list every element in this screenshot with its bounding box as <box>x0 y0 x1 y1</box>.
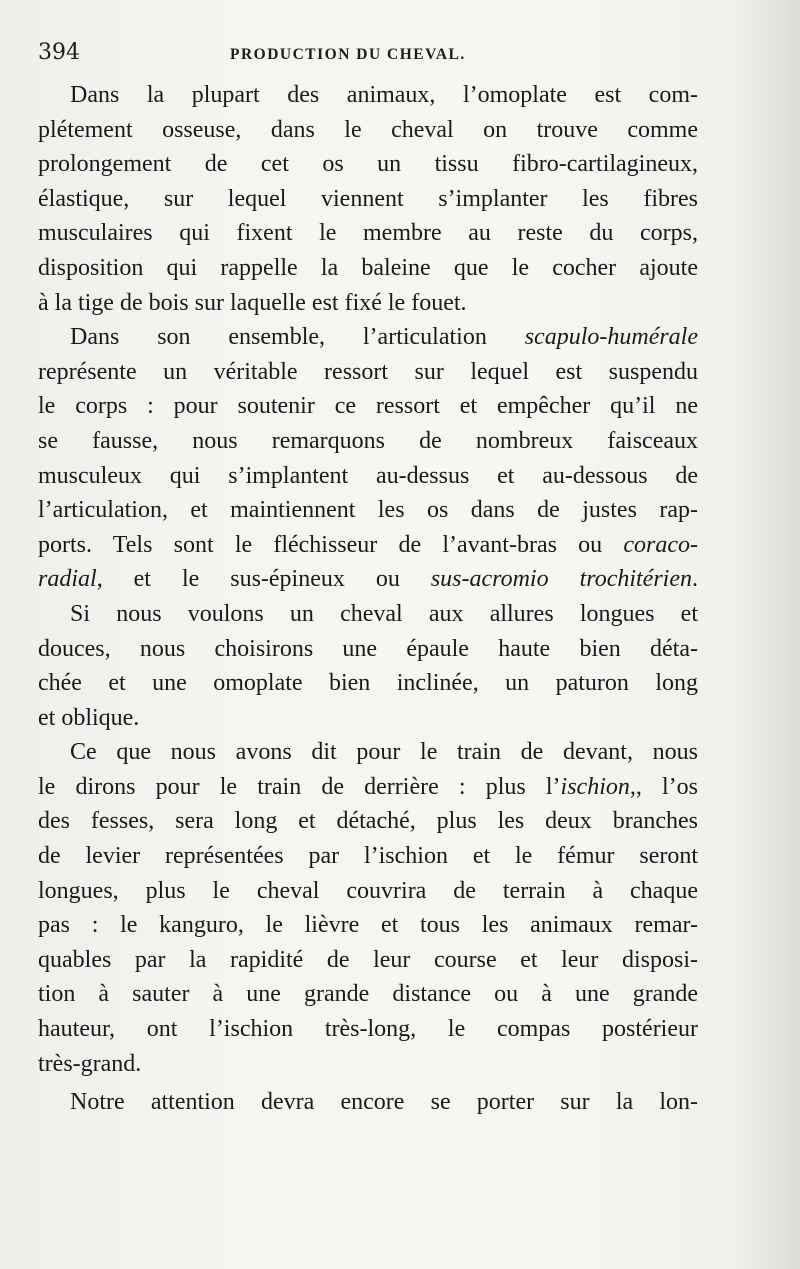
text-line: tion à sauter à une grande distance ou à une grande <box>38 981 698 1008</box>
text-line: pas : le kanguro, le lièvre et tous les animaux remar- <box>38 912 698 939</box>
page-edge-shadow <box>730 0 800 1269</box>
text-line: Notre attention devra encore se porter sur la lon- <box>70 1089 698 1116</box>
text-line: plétement osseuse, dans le cheval on trouve comme <box>38 116 698 143</box>
text-segment: le dirons pour le train de derrière : plus l’ <box>38 773 561 800</box>
text-line <box>38 528 698 563</box>
text-line: de levier représentées par l’ischion et le fémur seront <box>38 843 698 870</box>
text-line: quables par la rapidité de leur course et leur disposi- <box>38 946 698 973</box>
text-segment: ports. Tels sont le fléchisseur de l’avant-bras ou <box>38 531 624 558</box>
paragraph-5 <box>38 1085 698 1120</box>
page-number: 394 <box>38 40 80 65</box>
text-segment: , l’os <box>635 773 698 800</box>
text-line: douces, nous choisirons une épaule haute bien déta- <box>38 635 698 662</box>
italic-term: scapulo-humérale <box>524 324 698 351</box>
text-line: représente un véritable ressort sur lequel est suspendu <box>38 358 698 385</box>
text-segment: , et le sus-épineux ou <box>96 566 431 593</box>
text-line: et oblique. <box>38 704 140 731</box>
text-line: hauteur, ont l’ischion très-long, le compas postérieur <box>38 1016 698 1043</box>
text-line: élastique, sur lequel viennent s’implanter les fibres <box>38 185 698 212</box>
italic-term: radial <box>38 566 97 593</box>
text-line <box>38 320 698 355</box>
page-header <box>38 40 698 76</box>
italic-term: coraco- <box>623 531 698 558</box>
text-line: disposition qui rappelle la baleine que le cocher ajoute <box>38 254 698 281</box>
text-line <box>38 562 698 597</box>
text-line: très-grand. <box>38 1050 142 1077</box>
text-line: se fausse, nous remarquons de nombreux faisceaux <box>38 427 698 454</box>
italic-term: sus-acromio trochitérien <box>430 566 692 593</box>
text-segment: Dans son ensemble, l’articulation <box>70 324 525 351</box>
paragraph-3 <box>38 597 698 735</box>
text-line: prolongement de cet os un tissu fibro-cartilagineux, <box>38 151 698 178</box>
text-line: le corps : pour soutenir ce ressort et empêcher qu’il ne <box>38 393 698 420</box>
paragraph-1 <box>38 78 698 320</box>
paragraph-2 <box>38 320 698 597</box>
text-line: l’articulation, et maintiennent les os dans de justes rap- <box>38 497 698 524</box>
text-line: à la tige de bois sur laquelle est fixé le fouet. <box>38 289 467 316</box>
text-line: musculaires qui fixent le membre au reste du corps, <box>38 220 698 247</box>
text-line: chée et une omoplate bien inclinée, un paturon long <box>38 670 698 697</box>
running-title: PRODUCTION DU CHEVAL. <box>230 46 466 63</box>
body-text <box>38 78 698 1120</box>
italic-term: ischion, <box>560 773 636 800</box>
paragraph-4 <box>38 735 698 1081</box>
text-line: longues, plus le cheval couvrira de terrain à chaque <box>38 877 698 904</box>
text-line: Si nous voulons un cheval aux allures longues et <box>70 600 698 627</box>
text-line: des fesses, sera long et détaché, plus les deux branches <box>38 808 698 835</box>
text-line: Ce que nous avons dit pour le train de devant, nous <box>70 739 698 766</box>
text-line: Dans la plupart des animaux, l’omoplate est com- <box>70 82 698 108</box>
text-line <box>38 770 698 805</box>
text-segment: . <box>692 566 698 593</box>
text-line: musculeux qui s’implantent au-dessus et au-dessous de <box>38 462 698 489</box>
